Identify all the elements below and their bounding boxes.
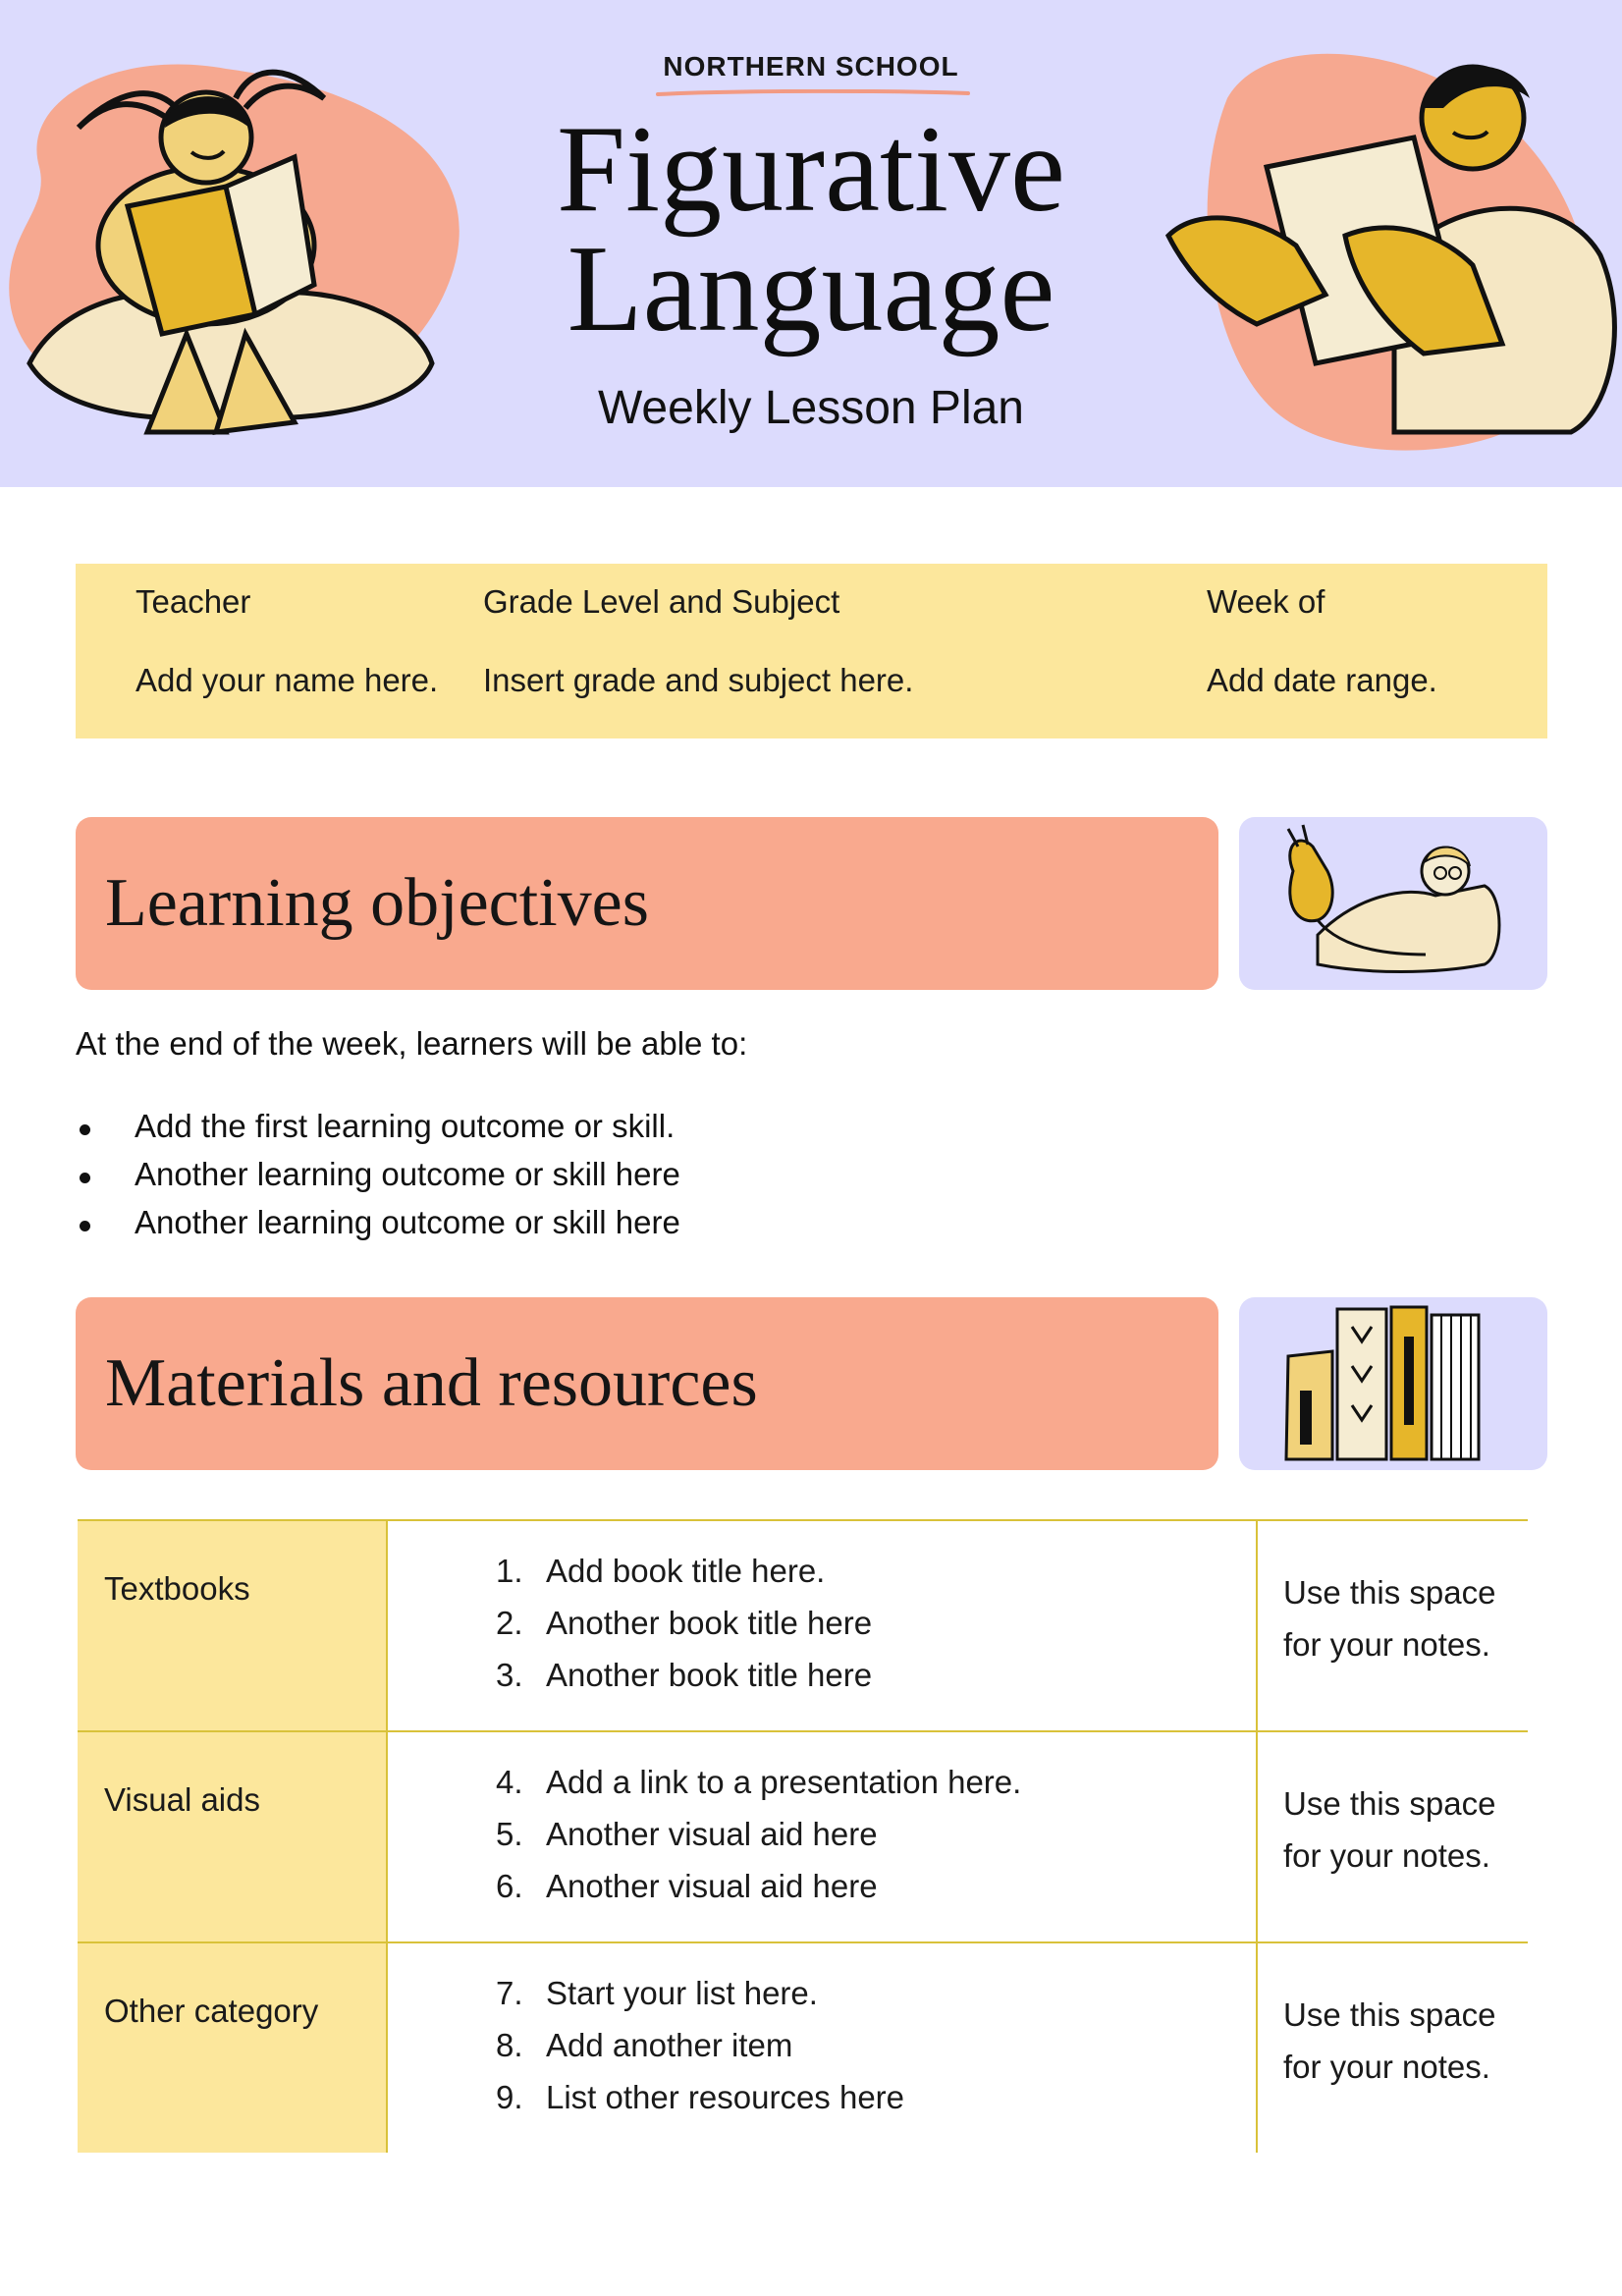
- notes-cell[interactable]: Use this space for your notes.: [1283, 1996, 1496, 2085]
- item-text: Another book title here: [546, 1657, 873, 1693]
- objectives-heading-bar: [76, 817, 1218, 990]
- item-text: Another book title here: [546, 1605, 873, 1641]
- item-text: List other resources here: [546, 2079, 905, 2115]
- resources-table: [78, 1519, 1528, 2153]
- week-label: Week of: [1207, 583, 1325, 620]
- title-line-1: Figurative: [557, 101, 1065, 238]
- teacher-label: Teacher: [135, 583, 251, 620]
- category-label: Textbooks: [104, 1570, 250, 1607]
- objectives-list: [76, 1108, 959, 1252]
- list-item[interactable]: Another learning outcome or skill here: [76, 1204, 959, 1252]
- item-text: Another visual aid here: [546, 1816, 878, 1852]
- objectives-title: Learning objectives: [105, 865, 649, 941]
- notes-cell[interactable]: Use this space for your notes.: [1283, 1574, 1496, 1663]
- list-item[interactable]: Another learning outcome or skill here: [76, 1156, 959, 1204]
- person-holding-paper-icon: [1149, 39, 1622, 462]
- item-number: 6.: [496, 1868, 523, 1904]
- header-banner: [0, 0, 1622, 487]
- notes-cell[interactable]: Use this space for your notes.: [1283, 1785, 1496, 1874]
- materials-title: Materials and resources: [105, 1345, 758, 1421]
- objectives-thumb: [1239, 817, 1547, 990]
- item-number: 8.: [496, 2027, 523, 2063]
- item-number: 4.: [496, 1764, 523, 1800]
- materials-heading-bar: [76, 1297, 1218, 1470]
- table-row: [78, 1519, 1528, 1730]
- resource-items: [388, 1732, 1258, 1941]
- item-text: Add a link to a presentation here.: [546, 1764, 1022, 1800]
- grade-label: Grade Level and Subject: [483, 583, 840, 620]
- table-row: [78, 1730, 1528, 1941]
- item-number: 7.: [496, 1975, 523, 2011]
- resource-items: [388, 1521, 1258, 1730]
- item-text: Start your list here.: [546, 1975, 818, 2011]
- resource-category: [78, 1732, 388, 1941]
- teacher-value[interactable]: Add your name here.: [135, 662, 439, 698]
- grade-value[interactable]: Insert grade and subject here.: [483, 662, 914, 698]
- list-item[interactable]: Add the first learning outcome or skill.: [76, 1108, 959, 1156]
- item-number: 9.: [496, 2079, 523, 2115]
- table-row: [78, 1941, 1528, 2153]
- title-line-2: Language: [567, 221, 1055, 357]
- category-label: Visual aids: [104, 1781, 260, 1818]
- resource-category: [78, 1521, 388, 1730]
- resource-category: [78, 1943, 388, 2153]
- item-text: Add another item: [546, 2027, 793, 2063]
- school-name: NORTHERN SCHOOL: [663, 51, 959, 82]
- resource-items: [388, 1943, 1258, 2153]
- item-text: Another visual aid here: [546, 1868, 878, 1904]
- info-band: [76, 564, 1547, 738]
- category-label: Other category: [104, 1993, 319, 2029]
- materials-thumb: [1239, 1297, 1547, 1470]
- week-value[interactable]: Add date range.: [1207, 662, 1437, 698]
- item-number: 3.: [496, 1657, 523, 1693]
- item-number: 2.: [496, 1605, 523, 1641]
- item-text: Add book title here.: [546, 1553, 826, 1589]
- item-number: 1.: [496, 1553, 523, 1589]
- objectives-intro: At the end of the week, learners will be able to:: [76, 1025, 748, 1062]
- page-subtitle: Weekly Lesson Plan: [597, 382, 1024, 434]
- school-underline: [656, 89, 970, 97]
- books-on-shelf-icon: [1239, 1297, 1547, 1470]
- item-number: 5.: [496, 1816, 523, 1852]
- teacher-pointing-icon: [1239, 817, 1547, 990]
